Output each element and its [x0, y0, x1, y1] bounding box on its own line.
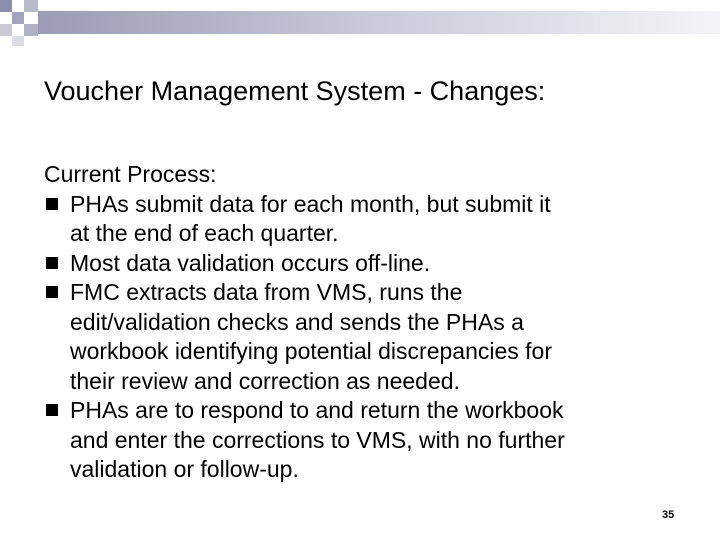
- bullet-text: [70, 396, 565, 485]
- bullet-item: [44, 249, 694, 279]
- page-number: 35: [662, 509, 675, 521]
- bullet-line: validation or follow-up.: [70, 456, 299, 482]
- bullet-item: [44, 396, 694, 485]
- bullet-line: FMC extracts data from VMS, runs the: [70, 279, 463, 305]
- bullet-line: edit/validation checks and sends the PHAs a: [70, 308, 524, 335]
- bullet-line: at the end of each quarter.: [70, 220, 339, 246]
- slide-title: Voucher Management System - Changes:: [44, 76, 546, 106]
- bullet-line: their review and correction as needed.: [70, 367, 460, 394]
- square-bullet-icon: [44, 278, 70, 308]
- intro-text: Current Process:: [44, 161, 217, 187]
- slide-body: [44, 160, 694, 485]
- bullet-item: [44, 190, 694, 249]
- bullet-line: workbook identifying potential discrepancies for: [70, 338, 552, 364]
- square-bullet-icon: [44, 190, 70, 220]
- bullet-line: Most data validation occurs off-line.: [70, 249, 431, 276]
- square-bullet-icon: [44, 249, 70, 279]
- bullet-line: PHAs submit data for each month, but submit it: [70, 190, 551, 217]
- bullet-line: PHAs are to respond to and return the workbook: [70, 397, 564, 423]
- bullet-line: and enter the corrections to VMS, with no further: [70, 426, 565, 453]
- bullet-text: [70, 278, 552, 396]
- square-bullet-icon: [44, 396, 70, 426]
- bullet-text: [70, 249, 430, 279]
- bullet-item: [44, 278, 694, 396]
- header-decoration: [0, 0, 720, 48]
- bullet-list: [44, 190, 694, 485]
- bullet-text: [70, 190, 551, 249]
